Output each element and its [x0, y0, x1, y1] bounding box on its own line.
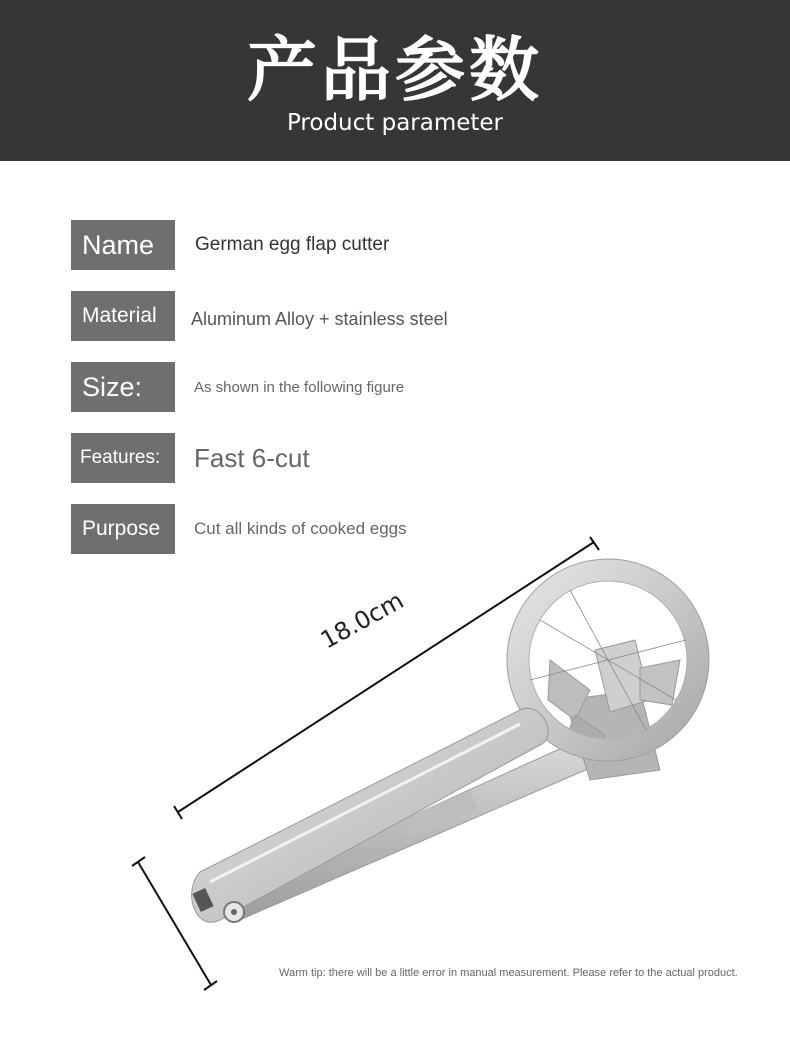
param-value: Fast 6-cut — [194, 442, 310, 473]
param-value: As shown in the following figure — [194, 378, 405, 396]
param-label: Features: — [71, 433, 175, 483]
param-value: Cut all kinds of cooked eggs — [194, 519, 407, 538]
upper-arm — [192, 708, 549, 922]
param-label: Size: — [71, 362, 175, 412]
page-title-chinese: 产品参数 — [247, 29, 543, 111]
page-title-english: Product parameter — [286, 110, 504, 136]
warm-tip-note: Warm tip: there will be a little error in manual measurement. Please refer to the actual product. — [279, 967, 738, 979]
param-label: Material — [71, 291, 175, 341]
header-banner — [0, 0, 790, 161]
param-value: Aluminum Alloy + stainless steel — [191, 308, 448, 329]
param-label: Name — [71, 220, 175, 270]
param-label: Purpose — [71, 504, 175, 554]
length-dimension-label: 18.0cm — [316, 586, 409, 655]
param-value: German egg flap cutter — [195, 234, 390, 255]
